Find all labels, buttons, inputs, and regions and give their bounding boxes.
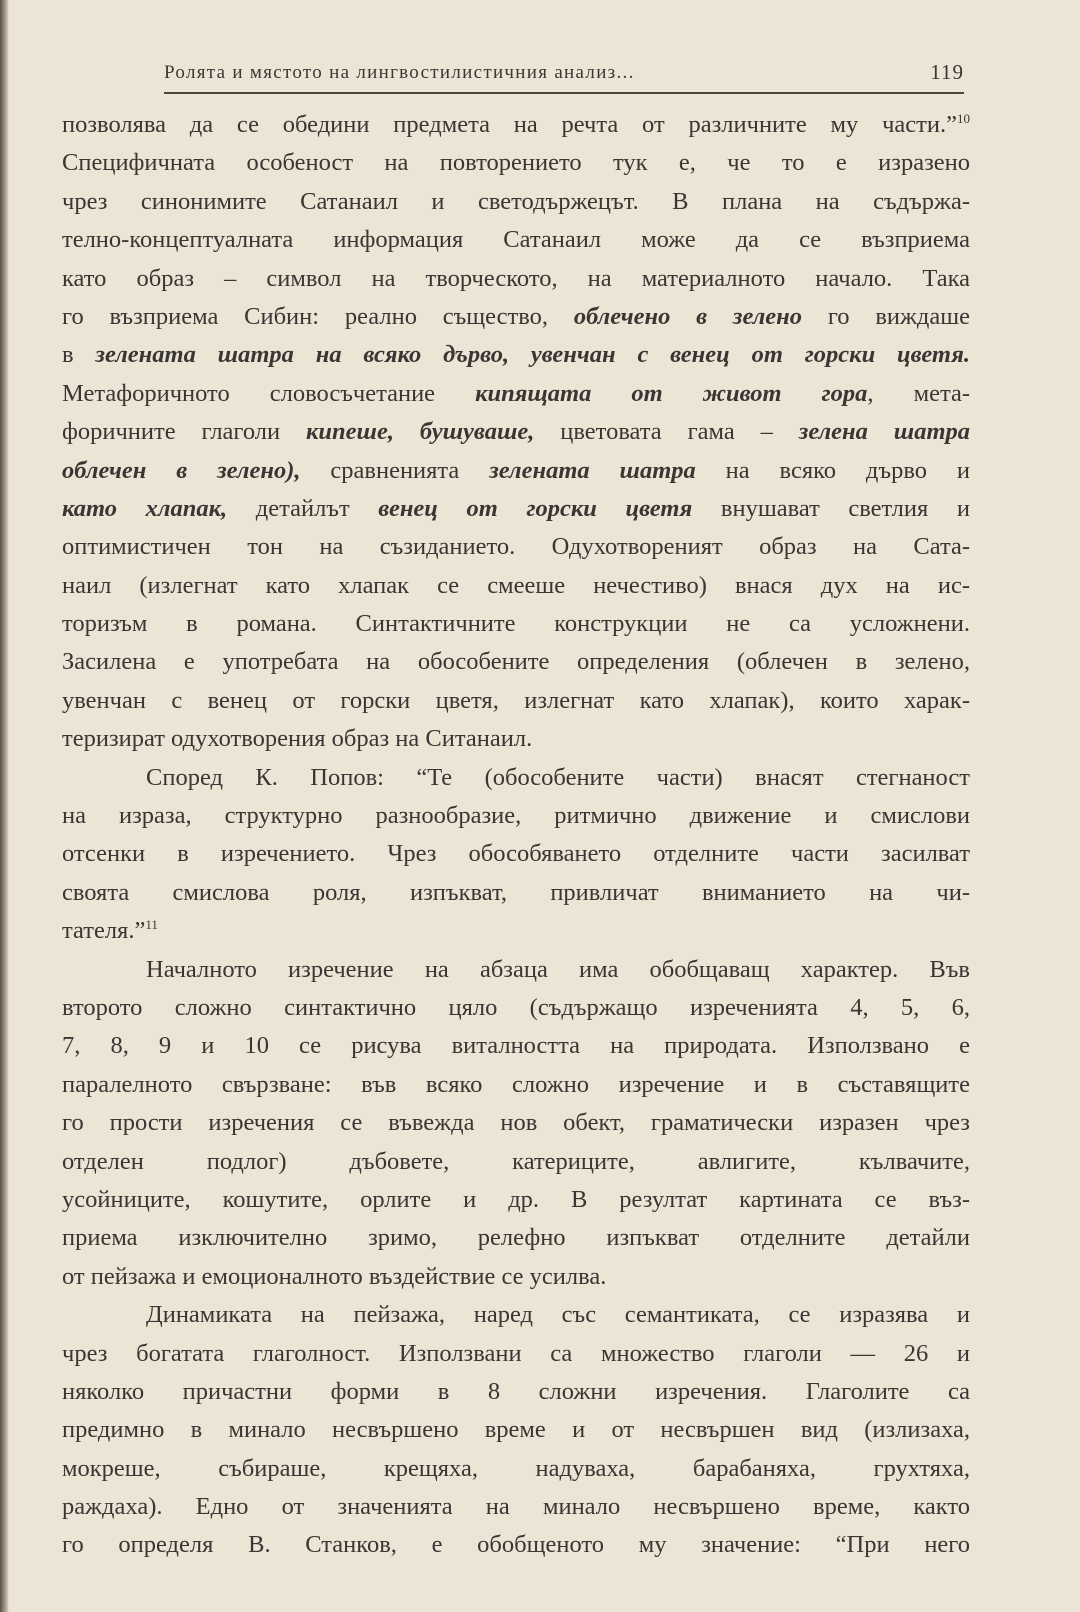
text-line: като образ – символ на творческото, на материалното начало. Така [62, 264, 970, 292]
text-line: второто сложно синтактично цяло (съдържащо изреченията 4, 5, 6, [62, 993, 970, 1021]
text-line: раждаха). Едно от значенията на минало несвършено време, както [62, 1493, 970, 1521]
footnote-marker: 10 [957, 110, 970, 126]
text-line: Според К. Попов: “Те (обособените части) внасят стегнаност [146, 763, 970, 791]
footnote-marker: 11 [145, 917, 158, 933]
text-line: приема изключително зримо, релефно изпъкват отделните детайли [62, 1224, 970, 1252]
emphasis: зелената шатра на всяко дърво, увенчан с венец от горски цветя. [95, 341, 970, 369]
text-line: чрез синонимите Сатанаил и светодържецът. В плана на съдържа- [62, 187, 970, 215]
text-line: Засилена е употребата на обособените определения (облечен в зелено, [62, 648, 970, 676]
text-line: в зелената шатра на всяко дърво, увенчан с венец от горски цветя. [62, 341, 970, 369]
text-line: усойниците, кошутите, орлите и др. В резултат картината се въз- [62, 1185, 970, 1213]
text-line: Динамиката на пейзажа, наред със семантиката, се изразява и [146, 1301, 970, 1329]
emphasis: кипящата от живот гора [475, 379, 868, 407]
text-line: наил (излегнат като хлапак се смееше нечестиво) внася дух на ис- [62, 571, 970, 599]
text-line: торизъм в романа. Синтактичните конструкции не са усложнени. [62, 610, 970, 638]
text-line: отделен подлог) дъбовете, катериците, авлигите, кълвачите, [62, 1147, 970, 1175]
emphasis: облечено в зелено [573, 302, 803, 330]
running-title: Ролята и мястото на лингвостилистичния анализ... [164, 62, 635, 83]
text-line: предимно в минало несвършено време и от несвършен вид (излизаха, [62, 1416, 970, 1444]
emphasis: облечен в зелено), [62, 456, 301, 484]
text-line: чрез богатата глаголност. Използвани са множество глаголи — 26 и [62, 1339, 970, 1367]
text-line: мокреше, събираше, крещяха, надуваха, барабаняха, грухтяха, [62, 1454, 970, 1482]
text-line: тателя.”$^{11}$ [62, 917, 158, 945]
text-line: форичните глаголи кипеше, бушуваше, цветовата гама – зелена шатра [62, 418, 970, 446]
text-line: отсенки в изречението. Чрез обособяването отделните части засилват [62, 840, 970, 868]
emphasis: зелената шатра [489, 456, 696, 484]
emphasis: кипеше, бушуваше, [306, 418, 535, 446]
text-line: телно-концептуалната информация Сатанаил може да се възприема [62, 226, 970, 254]
text-line: облечен в зелено), сравненията зелената шатра на всяко дърво и [62, 456, 970, 484]
text-line: го прости изречения се въвежда нов обект, граматически изразен чрез [62, 1109, 970, 1137]
text-line: няколко причастни форми в 8 сложни изречения. Глаголите са [62, 1377, 970, 1405]
text-line: Метафоричното словосъчетание кипящата от живот гора, мета- [62, 379, 970, 407]
text-line: увенчан с венец от горски цветя, излегнат като хлапак), които харак- [62, 686, 970, 714]
text-line: своята смислова роля, изпъкват, привличат вниманието на чи- [62, 878, 970, 906]
page-number: 119 [930, 60, 964, 84]
text-line: на израза, структурно разнообразие, ритмично движение и смислови [62, 802, 970, 830]
text-line: паралелното свързване: във всяко сложно изречение и в съставящите [62, 1070, 970, 1098]
page-header [164, 58, 964, 94]
body-text [62, 106, 970, 1565]
book-spine-shadow [0, 0, 9, 1612]
text-line: го определя В. Станков, е обобщеното му значение: “При него [62, 1531, 970, 1559]
text-line: Началното изречение на абзаца има обобщаващ характер. Във [146, 955, 970, 983]
text-line: позволява да се обедини предмета на речта от различните му части.”$^{10}$ [62, 110, 970, 138]
text-line: го възприема Сибин: реално същество, облечено в зелено го виждаше [62, 302, 971, 330]
text-line: от пейзажа и емоционалното въздействие се усилва. [62, 1262, 607, 1290]
text-line: Специфичната особеност на повторението тук е, че то е изразено [62, 149, 970, 177]
emphasis: венец от горски цветя [378, 494, 693, 522]
text-line: теризират одухотворения образ на Ситанаил. [62, 725, 533, 753]
text-line: оптимистичен тон на съзиданието. Одухотвореният образ на Сата- [62, 533, 970, 561]
emphasis: като хлапак, [62, 494, 228, 522]
emphasis: зелена шатра [798, 418, 970, 446]
text-line: 7, 8, 9 и 10 се рисува виталността на природата. Използвано е [62, 1032, 970, 1060]
text-line: като хлапак, детайлът венец от горски цветя внушават светлия и [62, 494, 970, 522]
